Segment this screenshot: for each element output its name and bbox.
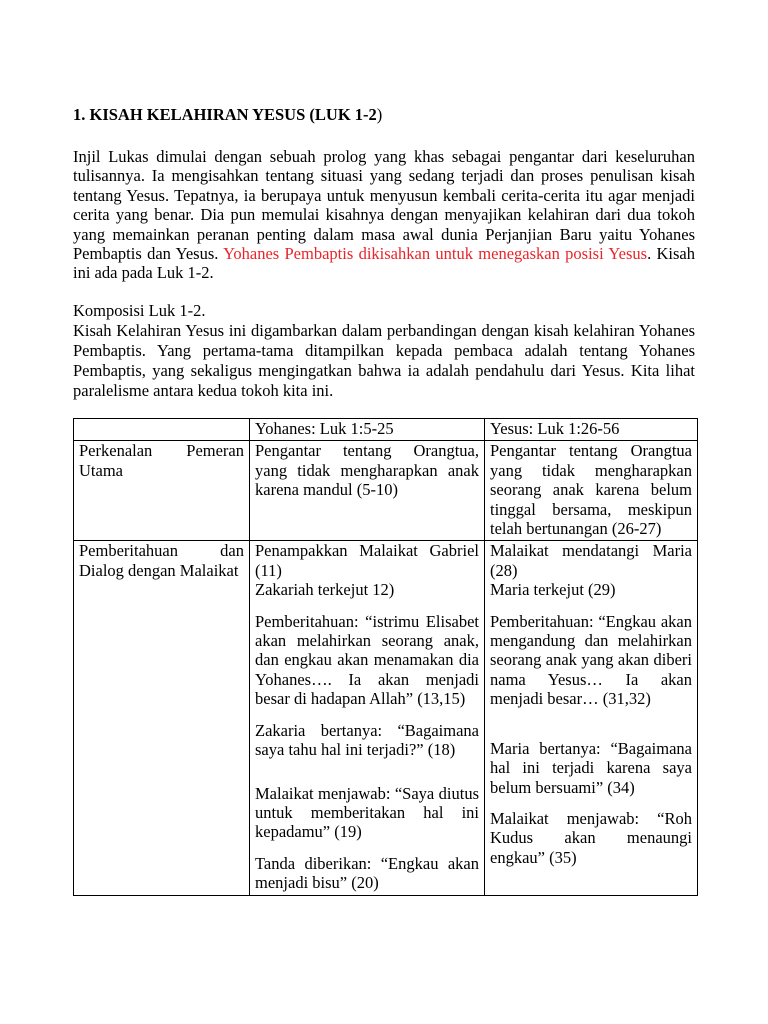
yesus-cell: [485, 541, 698, 895]
section-heading: [73, 105, 382, 125]
cell-text: Pemberitahuan: “istrimu Elisabet akan melahirkan seorang anak, dan engkau akan menamakan dia Yohanes…. Ia akan menjadi besar di hadapan Allah” (13,15): [255, 611, 479, 709]
cell-text: Malaikat menjawab: “Saya diutus untuk memberitakan hal ini kepadamu” (19): [255, 783, 479, 842]
heading-close-paren: ): [376, 105, 383, 124]
cell-text: Pemberitahuan: “Engkau akan mengandung dan melahirkan seorang anak yang akan diberi nama Yesus… Ia akan menjadi besar… (31,32): [490, 611, 692, 709]
intro-after: . Kisah ini ada pada Luk 1-2.: [73, 244, 696, 283]
table-row: [74, 541, 698, 895]
cell-text: Maria terkejut (29): [490, 580, 616, 600]
yohanes-cell: [250, 541, 485, 895]
header-cell-yesus: Yesus: Luk 1:26-56: [485, 419, 698, 441]
table-header-row: [74, 419, 698, 441]
cell-text: Maria bertanya: “Bagaimana hal ini terjadi karena saya belum bersuami” (34): [490, 738, 692, 797]
yesus-cell: [485, 441, 698, 541]
row-label: Perkenalan Pemeran Utama: [74, 441, 250, 541]
header-cell-empty: [74, 419, 250, 441]
row-label: Pemberitahuan dan Dialog dengan Malaikat: [74, 541, 250, 895]
composition-text: Kisah Kelahiran Yesus ini digambarkan dalam perbandingan dengan kisah kelahiran Yohanes Pembaptis. Yang pertama-tama ditampilkan kepada pembaca adalah tentang Yohanes Pembaptis, yang sekaligus mengingatkan bahwa ia adalah pendahulu dari Yesus. Kita lihat paralelisme antara kedua tokoh kita ini.: [73, 321, 695, 400]
cell-text: Penampakkan Malaikat Gabriel (11): [255, 541, 479, 580]
intro-text: Injil Lukas dimulai dengan sebuah prolog yang khas sebagai pengantar dari keseluruhan tulisannya. Ia mengisahkan tentang situasi yang sedang terjadi dan proses penulisan kisah tentang Yesus. Tepatnya, ia berupaya untuk menyusun kembali cerita-cerita itu agar menjadi cerita yang benar. Dia pun memulai kisahnya dengan menyajikan kelahiran dari dua tokoh yang memainkan peranan penting dalam masa awal dunia Perjanjian Baru yaitu Yohanes Pembaptis dan Yesus.: [73, 147, 695, 264]
cell-text: Malaikat menjawab: “Roh Kudus akan menaungi engkau” (35): [490, 808, 692, 867]
cell-text: Tanda diberikan: “Engkau akan menjadi bisu” (20): [255, 853, 479, 893]
composition-title: Komposisi Luk 1-2.: [73, 301, 206, 320]
composition-section: [73, 301, 695, 401]
cell-text: Pengantar tentang Orangtua yang tidak mengharapkan seorang anak karena belum tinggal bersama, meskipun telah bertunangan (26-27): [490, 441, 692, 539]
header-cell-yohanes: Yohanes: Luk 1:5-25: [250, 419, 485, 441]
cell-text: Malaikat mendatangi Maria (28): [490, 541, 692, 580]
table-row: [74, 441, 698, 541]
cell-text: Zakariah terkejut 12): [255, 580, 395, 600]
heading-title: 1. KISAH KELAHIRAN YESUS (LUK 1-2: [73, 105, 377, 124]
parallel-table: [73, 418, 698, 896]
intro-highlight: Yohanes Pembaptis dikisahkan untuk menegaskan posisi Yesus: [223, 244, 648, 264]
cell-text: Zakaria bertanya: “Bagaimana saya tahu hal ini terjadi?” (18): [255, 720, 479, 760]
yohanes-cell: [250, 441, 485, 541]
intro-paragraph: [73, 147, 695, 283]
cell-text: Pengantar tentang Orangtua, yang tidak mengharapkan anak karena mandul (5-10): [255, 441, 479, 500]
